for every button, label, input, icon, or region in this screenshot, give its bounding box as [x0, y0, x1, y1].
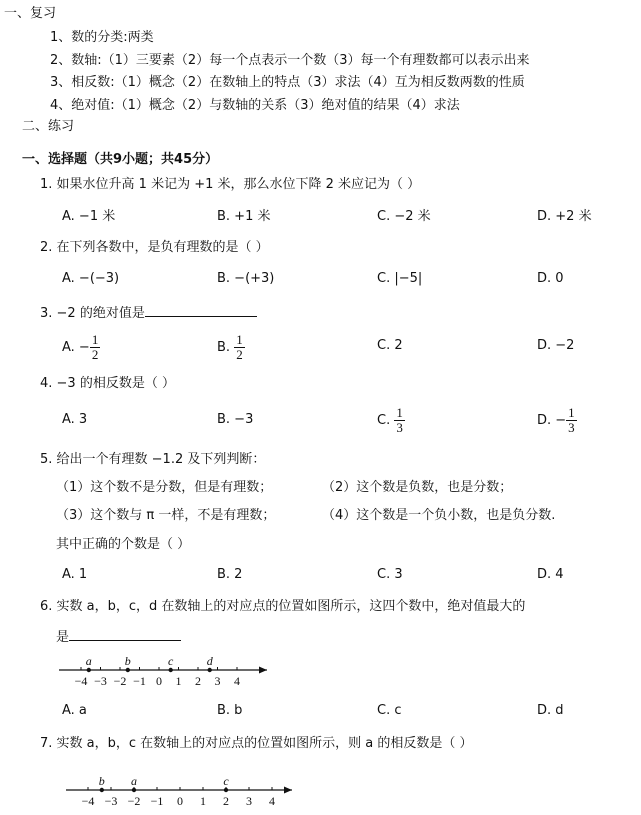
option-label: C. — [377, 413, 395, 428]
point-label-b: b — [98, 774, 105, 788]
axis-arrow — [284, 787, 292, 794]
q3-stem — [40, 303, 257, 322]
point-label-b: b — [124, 654, 131, 668]
q2-option-a: A. −(−3) — [62, 271, 120, 286]
number-line-q6 — [55, 650, 275, 692]
q6-option-b: B. b — [217, 703, 243, 718]
tick-label: −4 — [81, 794, 95, 808]
q2-stem: 2. 在下列各数中，是负有理数的是（ ） — [40, 240, 269, 255]
tick-label: −2 — [127, 794, 141, 808]
fraction — [566, 406, 577, 435]
denominator: 2 — [91, 347, 99, 362]
q5-statement-2: （2）这个数是负数，也是分数； — [322, 480, 513, 495]
q6-option-d: D. d — [537, 703, 564, 718]
review-item: 1、数的分类:两类 — [50, 30, 154, 45]
q3-stem-text: 3. −2 的绝对值是 — [40, 306, 145, 321]
tick-label: 4 — [269, 794, 275, 808]
practice-heading: 二、练习 — [22, 119, 75, 134]
q1-option-c: C. −2 米 — [377, 209, 431, 224]
q1-option-d: D. +2 米 — [537, 209, 592, 224]
q2-option-b: B. −(+3) — [217, 271, 275, 286]
q6-stem: 6. 实数 a，b，c，d 在数轴上的对应点的位置如图所示，这四个数中，绝对值最大的 — [40, 599, 526, 614]
fraction — [90, 333, 101, 362]
tick-label: 0 — [156, 674, 162, 688]
tick-label: −2 — [113, 674, 127, 688]
review-heading: 一、复习 — [4, 6, 57, 21]
q5-statement-3: （3）这个数与 π 一样，不是有理数； — [56, 508, 276, 523]
q3-option-b — [217, 330, 245, 366]
point-label-a: a — [85, 654, 92, 668]
q4-stem: 4. −3 的相反数是（ ） — [40, 376, 175, 391]
q6-stem2-text: 是 — [56, 630, 70, 645]
q4-option-a: A. 3 — [62, 412, 88, 427]
tick-label: 0 — [177, 794, 183, 808]
numerator: 1 — [396, 405, 403, 420]
point-c — [224, 788, 228, 792]
q5-option-c: C. 3 — [377, 567, 403, 582]
point-d — [208, 668, 212, 672]
point-a — [87, 668, 91, 672]
number-line-q7 — [60, 770, 300, 812]
denominator: 2 — [236, 347, 243, 362]
tick-label: 1 — [175, 674, 182, 688]
point-b — [100, 788, 104, 792]
point-label-d: d — [206, 654, 213, 668]
q1-option-a: A. −1 米 — [62, 209, 116, 224]
q3-option-a — [62, 330, 100, 366]
q6-option-a: A. a — [62, 703, 87, 718]
point-label-c: c — [223, 774, 229, 788]
tick-label: 3 — [214, 674, 221, 688]
point-c — [169, 668, 173, 672]
review-item: 4、绝对值:（1）概念（2）与数轴的关系（3）绝对值的结果（4）求法 — [50, 98, 460, 113]
q5-option-b: B. 2 — [217, 567, 243, 582]
fraction — [394, 406, 405, 435]
q6-stem-line2 — [56, 627, 181, 646]
q1-option-b: B. +1 米 — [217, 209, 271, 224]
tick-label: 4 — [234, 674, 240, 688]
tick-label: −3 — [104, 794, 118, 808]
q5-stem: 5. 给出一个有理数 −1.2 及下列判断： — [40, 452, 266, 467]
option-label: B. — [217, 340, 235, 355]
q5-option-a: A. 1 — [62, 567, 88, 582]
q5-option-d: D. 4 — [537, 567, 564, 582]
q2-option-d: D. 0 — [537, 271, 564, 286]
tick-label: 1 — [200, 794, 206, 808]
point-b — [126, 668, 130, 672]
answer-blank — [69, 627, 181, 641]
point-a — [132, 788, 136, 792]
q3-option-d: D. −2 — [537, 338, 575, 353]
denominator: 3 — [396, 420, 403, 435]
q5-statement-4: （4）这个数是一个负小数，也是负分数. — [322, 508, 556, 523]
tick-label: −4 — [74, 674, 88, 688]
q4-option-b: B. −3 — [217, 412, 254, 427]
numerator: 1 — [568, 405, 575, 420]
option-label: A. − — [62, 340, 90, 355]
q5-question: 其中正确的个数是（ ） — [56, 537, 191, 552]
tick-label: 2 — [223, 794, 229, 808]
numerator: 1 — [236, 332, 243, 347]
q4-option-c — [377, 403, 405, 439]
q2-option-c: C. |−5| — [377, 271, 423, 286]
tick-label: −1 — [150, 794, 164, 808]
q3-option-c: C. 2 — [377, 338, 403, 353]
q1-stem: 1. 如果水位升高 1 米记为 +1 米，那么水位下降 2 米应记为（ ） — [40, 177, 421, 192]
answer-blank — [145, 303, 257, 317]
tick-label: −3 — [94, 674, 107, 688]
point-label-c: c — [168, 654, 174, 668]
point-label-a: a — [131, 774, 137, 788]
tick-label: 3 — [246, 794, 252, 808]
tick-label: 2 — [195, 674, 201, 688]
denominator: 3 — [568, 420, 575, 435]
review-item: 2、数轴:（1）三要素（2）每一个点表示一个数（3）每一个有理数都可以表示出来 — [50, 53, 530, 68]
fraction — [234, 333, 245, 362]
q6-option-c: C. c — [377, 703, 402, 718]
numerator: 1 — [91, 332, 99, 347]
option-label: D. − — [537, 413, 567, 428]
tick-label: −1 — [133, 674, 146, 688]
section-title: 一、选择题（共9小题；共45分） — [22, 152, 219, 167]
axis-arrow — [259, 667, 267, 674]
q7-stem: 7. 实数 a，b，c 在数轴上的对应点的位置如图所示，则 a 的相反数是（ ） — [40, 736, 473, 751]
q4-option-d — [537, 403, 577, 439]
q5-statement-1: （1）这个数不是分数，但是有理数； — [56, 480, 273, 495]
review-item: 3、相反数:（1）概念（2）在数轴上的特点（3）求法（4）互为相反数两数的性质 — [50, 75, 525, 90]
